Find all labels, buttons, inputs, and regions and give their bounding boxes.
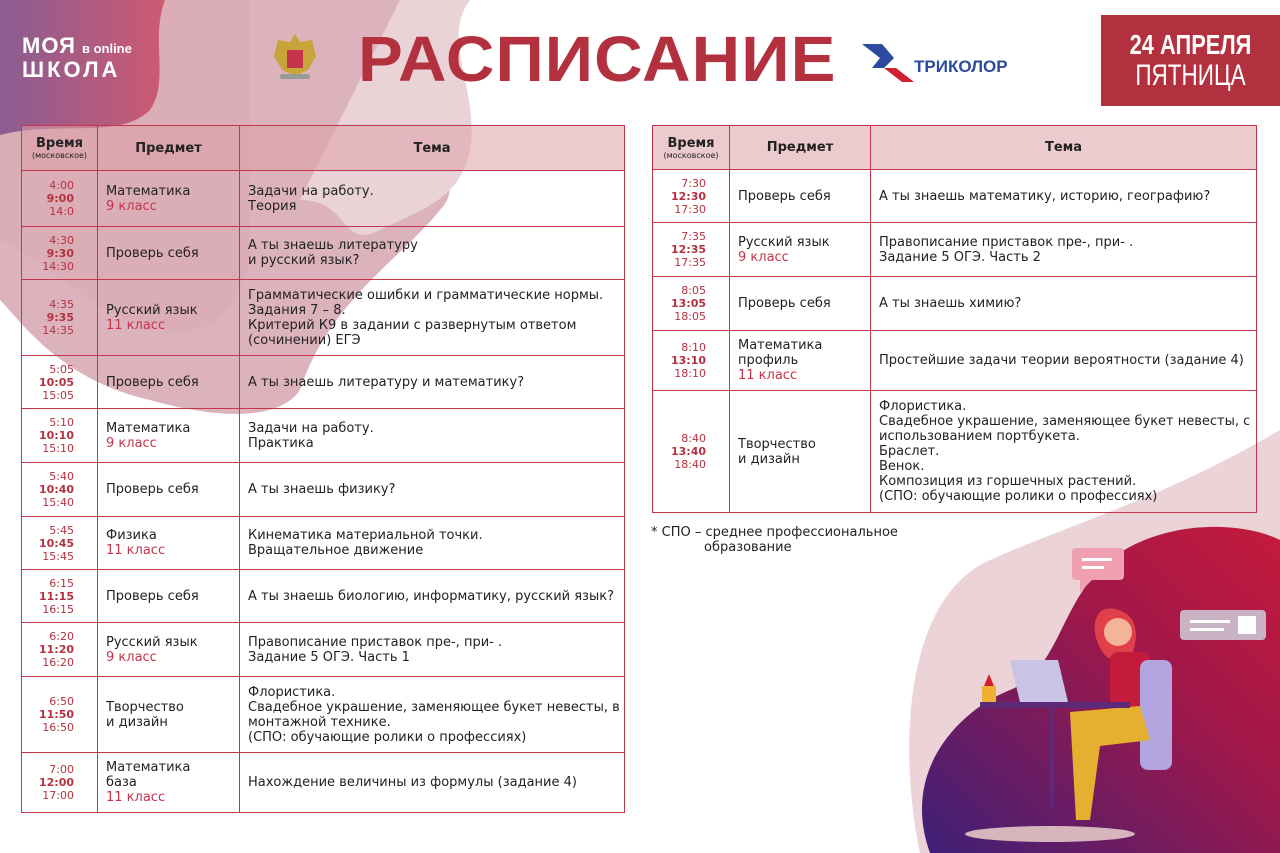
- time-alt: 5:10: [49, 416, 74, 429]
- table-row: [22, 677, 625, 753]
- time-alt: 16:50: [42, 721, 74, 734]
- topic-cell: [240, 517, 625, 570]
- table-header-row: [22, 126, 625, 171]
- subject-name: Проверь себя: [106, 374, 199, 390]
- grade-label: 11 класс: [738, 368, 798, 383]
- topic-line: Флористика.: [879, 399, 967, 414]
- subject-cell: [98, 227, 240, 280]
- topic-cell: [240, 409, 625, 463]
- header-time: [653, 126, 730, 170]
- time-moscow: 11:15: [38, 589, 74, 603]
- topic-cell: [240, 623, 625, 677]
- time-alt: 14:30: [42, 259, 74, 273]
- topic-line: (СПО: обучающие ролики о профессиях): [879, 489, 1158, 504]
- subject-cell: [730, 170, 871, 223]
- table-row: [653, 331, 1257, 391]
- header-time-label: Время: [667, 135, 715, 151]
- table-row: [22, 517, 625, 570]
- subject-name: Творчество: [738, 436, 816, 452]
- topic-line: (СПО: обучающие ролики о профессиях): [248, 729, 527, 745]
- topic-line: Браслет.: [879, 444, 940, 459]
- time-moscow: 11:20: [38, 643, 74, 656]
- subject-name: Проверь себя: [106, 482, 199, 497]
- topic-line: Флористика.: [248, 684, 336, 700]
- table-row: [22, 409, 625, 463]
- footnote-line: * СПО – среднее профессиональное: [651, 525, 898, 540]
- subject-name: Проверь себя: [106, 588, 199, 604]
- subject-name: профиль: [738, 353, 799, 368]
- time-alt: 4:00: [49, 179, 74, 192]
- time-moscow: 13:10: [670, 354, 706, 367]
- time-alt: 18:05: [674, 310, 706, 323]
- time-alt: 5:05: [49, 362, 74, 376]
- subject-name: Проверь себя: [738, 296, 831, 311]
- time-moscow: 9:30: [46, 246, 74, 260]
- subject-cell: [98, 517, 240, 570]
- time-cell: [653, 170, 730, 223]
- time-alt: 8:10: [681, 341, 706, 354]
- time-alt: 14:35: [42, 324, 74, 337]
- subject-cell: [98, 280, 240, 356]
- grade-label: 9 класс: [106, 649, 157, 665]
- topic-line: Вращательное движение: [248, 543, 424, 558]
- time-alt: 5:45: [49, 523, 74, 537]
- topic-cell: [240, 677, 625, 753]
- time-alt: 6:15: [49, 576, 74, 590]
- topic-line: Композиция из горшечных растений.: [879, 474, 1137, 489]
- time-alt: 17:30: [674, 202, 706, 216]
- table-row: [22, 570, 625, 623]
- logo-online: в online: [81, 41, 132, 56]
- topic-cell: [871, 223, 1257, 277]
- topic-line: А ты знаешь физику?: [248, 482, 396, 497]
- topic-line: Задание 5 ОГЭ. Часть 2: [879, 249, 1041, 265]
- header-topic: Тема: [871, 126, 1257, 170]
- time-cell: [22, 570, 98, 623]
- topic-line: Нахождение величины из формулы (задание 4): [248, 775, 577, 790]
- topic-cell: [871, 277, 1257, 331]
- grade-label: 11 класс: [106, 790, 166, 805]
- schedule-table-right: [652, 125, 1257, 513]
- time-moscow: 10:10: [38, 429, 74, 442]
- footnote-line: образование: [704, 540, 792, 555]
- logo-text-school: ШКОЛА: [22, 57, 121, 82]
- subject-cell: [98, 570, 240, 623]
- time-moscow: 11:50: [38, 708, 74, 721]
- time-moscow: 13:40: [670, 445, 706, 458]
- time-cell: [22, 463, 98, 517]
- topic-line: использованием портбукета.: [879, 429, 1080, 444]
- time-alt: 4:30: [49, 233, 74, 247]
- table-row: [653, 223, 1257, 277]
- time-alt: 16:20: [42, 656, 74, 669]
- header-time-label: Время: [35, 136, 83, 151]
- time-alt: 16:15: [42, 602, 74, 616]
- topic-line: Правописание приставок пре-, при- .: [248, 634, 503, 650]
- time-cell: [653, 391, 730, 513]
- tricolor-logo: [862, 44, 1008, 84]
- subject-name: база: [106, 775, 137, 790]
- time-alt: 18:10: [674, 367, 706, 380]
- time-alt: 18:40: [674, 458, 706, 471]
- page-title: РАСПИСАНИЕ: [358, 23, 837, 95]
- topic-line: А ты знаешь математику, историю, географию?: [879, 188, 1211, 204]
- time-alt: 7:35: [681, 230, 706, 243]
- time-moscow: 12:00: [38, 776, 74, 789]
- topic-cell: [871, 170, 1257, 223]
- topic-line: Теория: [248, 198, 297, 214]
- subject-cell: [98, 623, 240, 677]
- time-alt: 17:00: [42, 789, 74, 802]
- time-cell: [653, 223, 730, 277]
- subject-name: и дизайн: [738, 451, 800, 467]
- subject-name: Русский язык: [106, 634, 198, 650]
- time-cell: [22, 677, 98, 753]
- topic-line: Задачи на работу.: [248, 420, 374, 436]
- time-alt: 6:20: [49, 630, 74, 643]
- table-row: [653, 391, 1257, 513]
- topic-line: монтажной технике.: [248, 714, 391, 730]
- table-row: [22, 623, 625, 677]
- time-alt: 5:40: [49, 470, 74, 483]
- time-cell: [22, 623, 98, 677]
- topic-line: А ты знаешь биологию, информатику, русский язык?: [248, 588, 614, 604]
- grade-label: 9 класс: [106, 435, 157, 451]
- subject-cell: [98, 677, 240, 753]
- topic-cell: [240, 356, 625, 409]
- time-alt: 7:00: [49, 763, 74, 776]
- topic-line: Кинематика материальной точки.: [248, 528, 483, 543]
- time-alt: 15:45: [42, 549, 74, 563]
- time-cell: [22, 280, 98, 356]
- topic-line: Практика: [248, 435, 314, 451]
- topic-line: Критерий К9 в задании с развернутым ответом: [248, 317, 577, 333]
- time-alt: 14:0: [49, 205, 74, 218]
- time-moscow: 10:45: [38, 536, 74, 550]
- topic-cell: [240, 280, 625, 356]
- footnote: [651, 525, 898, 555]
- time-alt: 6:50: [49, 695, 74, 708]
- table-row: [22, 171, 625, 227]
- header-subject: Предмет: [730, 126, 871, 170]
- grade-label: 9 класс: [738, 249, 789, 265]
- subject-name: Математика: [738, 338, 823, 353]
- girl-with-laptop-illustration: [940, 540, 1280, 853]
- topic-line: Простейшие задачи теории вероятности (задание 4): [879, 353, 1244, 368]
- time-moscow: 10:05: [38, 375, 74, 389]
- topic-line: Задания 7 – 8.: [248, 302, 346, 318]
- time-cell: [653, 331, 730, 391]
- topic-line: А ты знаешь литературу и математику?: [248, 374, 525, 390]
- table-row: [22, 356, 625, 409]
- time-moscow: 9:35: [46, 311, 74, 324]
- topic-cell: [240, 753, 625, 813]
- subject-cell: [730, 223, 871, 277]
- time-cell: [22, 356, 98, 409]
- table-row: [22, 280, 625, 356]
- topic-line: и русский язык?: [248, 253, 360, 268]
- subject-name: Математика: [106, 760, 191, 775]
- header-time: [22, 126, 98, 171]
- subject-name: и дизайн: [106, 714, 168, 730]
- table-header-row: [653, 126, 1257, 170]
- subject-name: Русский язык: [738, 234, 830, 250]
- time-alt: 4:35: [49, 298, 74, 311]
- table-row: [653, 170, 1257, 223]
- time-moscow: 13:05: [670, 297, 706, 310]
- schedule-table-left: [21, 125, 625, 813]
- tricolor-mark-icon: [862, 44, 918, 84]
- time-cell: [653, 277, 730, 331]
- subject-cell: [730, 331, 871, 391]
- time-cell: [22, 227, 98, 280]
- time-alt: 7:30: [681, 176, 706, 190]
- weekday-text: ПЯТНИЦА: [1135, 59, 1246, 92]
- subject-cell: [730, 277, 871, 331]
- topic-line: Правописание приставок пре-, при- .: [879, 234, 1134, 250]
- subject-name: Творчество: [106, 699, 184, 715]
- subject-name: Проверь себя: [106, 245, 199, 261]
- time-alt: 17:35: [674, 256, 706, 269]
- grade-label: 11 класс: [106, 543, 166, 558]
- table-row: [22, 227, 625, 280]
- subject-name: Проверь себя: [738, 188, 831, 204]
- topic-cell: [871, 391, 1257, 513]
- partner-name: ТРИКОЛОР: [914, 57, 1008, 76]
- topic-cell: [240, 227, 625, 280]
- time-moscow: 10:40: [38, 483, 74, 496]
- subject-name: Математика: [106, 183, 191, 199]
- time-moscow: 12:35: [670, 243, 706, 256]
- topic-cell: [240, 570, 625, 623]
- time-cell: [22, 171, 98, 227]
- subject-cell: [98, 356, 240, 409]
- ministry-emblem-icon: [270, 30, 320, 84]
- topic-cell: [871, 331, 1257, 391]
- time-alt: 8:05: [681, 284, 706, 297]
- subject-cell: [98, 463, 240, 517]
- topic-line: Свадебное украшение, заменяющее букет невесты, в: [248, 699, 620, 715]
- table-row: [22, 463, 625, 517]
- subject-name: Русский язык: [106, 302, 198, 318]
- time-alt: 15:10: [42, 442, 74, 455]
- table-row: [653, 277, 1257, 331]
- header-time-sub: (московское): [663, 150, 719, 160]
- date-badge: [1101, 15, 1280, 106]
- grade-label: 9 класс: [106, 198, 157, 214]
- subject-cell: [98, 753, 240, 813]
- time-cell: [22, 409, 98, 463]
- topic-cell: [240, 463, 625, 517]
- moya-shkola-logo: [22, 33, 132, 83]
- subject-name: Физика: [106, 528, 157, 543]
- subject-name: Математика: [106, 420, 191, 436]
- time-cell: [22, 517, 98, 570]
- topic-line: (сочинении) ЕГЭ: [248, 332, 361, 348]
- grade-label: 11 класс: [106, 317, 166, 333]
- time-cell: [22, 753, 98, 813]
- time-alt: 8:40: [681, 432, 706, 445]
- table-row: [22, 753, 625, 813]
- date-text: 24 АПРЕЛЯ: [1129, 29, 1252, 60]
- header-topic: Тема: [240, 126, 625, 171]
- topic-line: Задание 5 ОГЭ. Часть 1: [248, 649, 410, 665]
- time-alt: 15:40: [42, 496, 74, 509]
- header-subject: Предмет: [98, 126, 240, 171]
- logo-text: МОЯ: [22, 33, 76, 58]
- topic-line: А ты знаешь химию?: [879, 296, 1022, 311]
- topic-line: А ты знаешь литературу: [248, 238, 418, 253]
- subject-cell: [730, 391, 871, 513]
- time-moscow: 12:30: [670, 189, 706, 203]
- header-time-sub: (московское): [31, 151, 88, 160]
- topic-line: Свадебное украшение, заменяющее букет невесты, с: [879, 414, 1251, 429]
- topic-line: Грамматические ошибки и грамматические нормы.: [248, 287, 604, 303]
- time-moscow: 9:00: [46, 192, 74, 205]
- topic-cell: [240, 171, 625, 227]
- time-alt: 15:05: [42, 388, 74, 402]
- subject-cell: [98, 171, 240, 227]
- topic-line: Венок.: [879, 459, 925, 474]
- subject-cell: [98, 409, 240, 463]
- topic-line: Задачи на работу.: [248, 183, 374, 199]
